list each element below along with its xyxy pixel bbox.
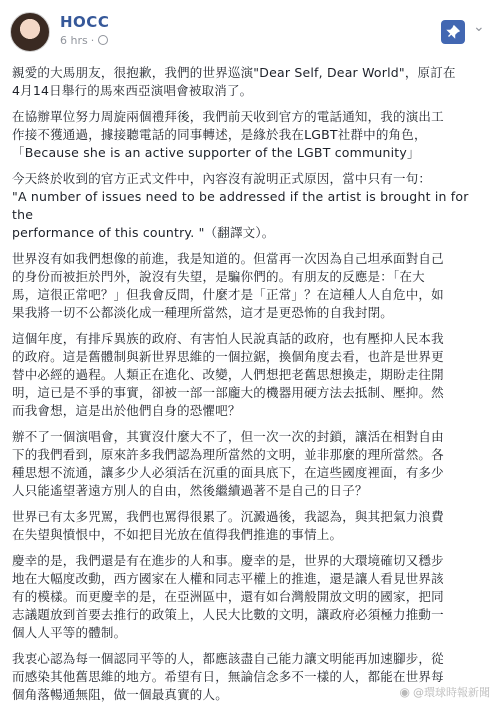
- pin-button[interactable]: [441, 20, 465, 44]
- post-paragraph: 親愛的大馬朋友，很抱歉，我們的世界巡演"Dear Self, Dear World"，原訂在 4月14日舉行的馬來西亞演唱會被取消了。: [12, 65, 456, 98]
- post-paragraph: 在協辦單位努力周旋兩個禮拜後，我們前天收到官方的電話通知，我的演出工 作接不獲通過，據接聽電話的同事轉述，是緣於我在LGBT社群中的角色， 「Because she is an active supporter of the LGBT community」: [12, 109, 444, 160]
- post-header: [0, 0, 498, 62]
- post-paragraph: 辦不了一個演唱會，其實沒什麼大不了，但一次一次的封鎖，讓活在相對自由 下的我們看到，原來許多我們認為理所當然的文明，並非那麼的理所當然。各 種思想不流通，讓多少人必須活在沉重的面具底下，在這些國度裡面，有多少 人只能遙望著遠方別人的自由，然後繼續過著不是自己的日子？: [12, 429, 444, 498]
- post-body: [12, 64, 490, 712]
- watermark: [400, 684, 490, 700]
- post-meta: [60, 34, 108, 47]
- pin-icon: [446, 25, 460, 39]
- globe-icon: [98, 35, 108, 45]
- post-paragraph: 世界已有太多咒罵，我們也罵得很累了。沉澱過後，我認為，與其把氣力浪費 在失望與憤恨中，不如把目光放在值得我們推進的事情上。: [12, 509, 444, 542]
- avatar[interactable]: [10, 12, 50, 52]
- post-paragraph: 慶幸的是，我們還是有在進步的人和事。慶幸的是，世界的大環境確切又穩步 地在大幅度改動，西方國家在人權和同志平權上的推進，還是讓人看見世界該 有的模樣。而更慶幸的是，在亞洲區中，還有如台灣般開放文明的國家，把同 志議題放到首要去推行的政策上，人民大比數的文明，讓政府必須極力推動一 個人人平等的體制。: [12, 553, 444, 640]
- post-paragraph: 世界沒有如我們想像的前進，我是知道的。但當再一次因為自己坦承面對自己 的身份而被拒於門外，說沒有失望，是騙你們的。有朋友的反應是：「在大 馬，這很正常吧？」但我會反問，什麼才是「正常」？在這種人人自危中，如 果我將一切不公都淡化成一種理所當然，這才是更恐怖的自我封閉。: [12, 251, 444, 320]
- author-name[interactable]: HOCC: [60, 13, 110, 31]
- post-time[interactable]: 6 hrs: [60, 34, 88, 47]
- weibo-icon: ◉: [399, 685, 410, 699]
- chevron-down-icon[interactable]: ⌄: [473, 19, 485, 35]
- post-paragraph: 今天終於收到的官方正式文件中，內容沒有說明正式原因，當中只有一句： "A number of issues need to be addressed if the artist is brought in for the performance of this country. "（翻譯文）。: [12, 171, 469, 240]
- watermark-text: @環球時報新聞: [413, 686, 490, 699]
- post-paragraph: 我衷心認為每一個認同平等的人，都應該盡自己能力讓文明能再加速腳步，從 而感染其他舊思維的地方。希望有日，無論信念多不一樣的人，都能在世界每 個角落暢通無阻，做一個最真實的人。: [12, 651, 444, 702]
- post-paragraph: 這個年度，有排斥異族的政府、有害怕人民說真話的政府，也有壓抑人民本我 的政府。這是舊體制與新世界思維的一個拉鋸，換個角度去看，也許是世界更 替中必經的過程。人類正在進化、改變，人們想把老舊思想換走，期盼走往開 明，這已是不爭的事實，卻被一部一部龐大的機器用硬方法去抵制、壓抑。然 而我會想，這是出於他們自身的恐懼吧？: [12, 331, 444, 418]
- separator-dot: ·: [90, 34, 95, 47]
